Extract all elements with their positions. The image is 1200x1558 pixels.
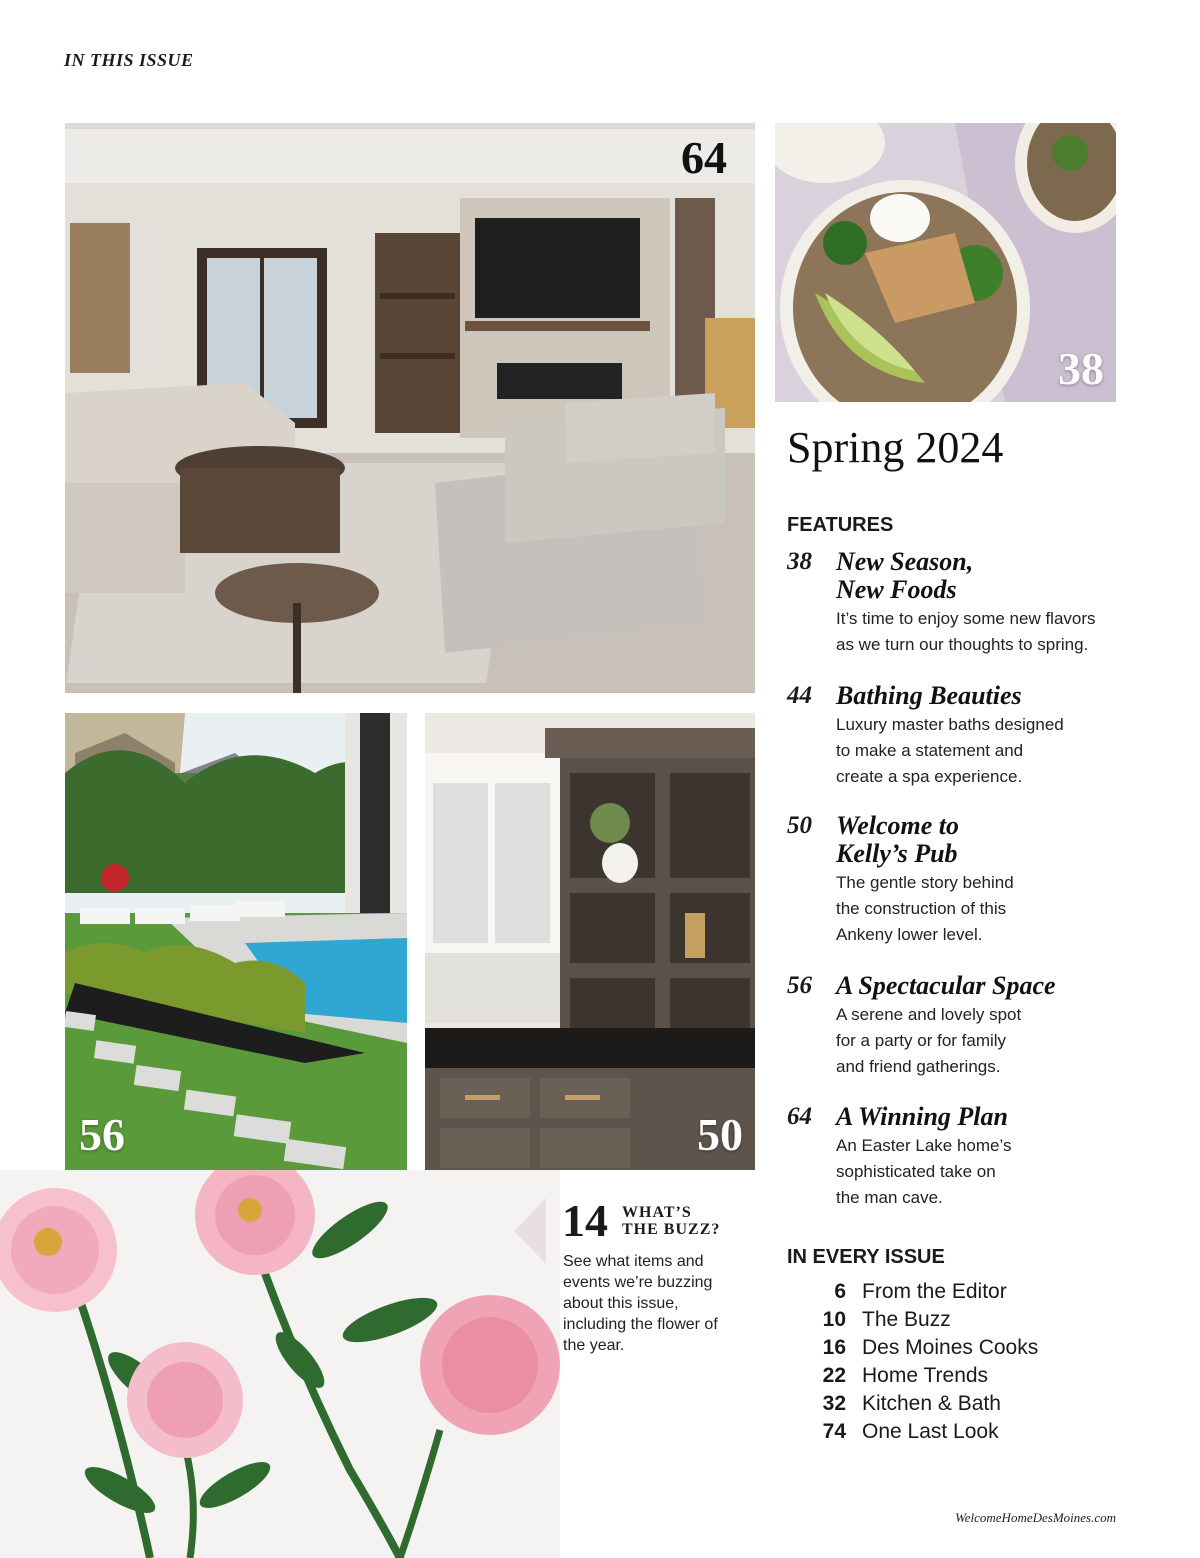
feature-item[interactable]	[787, 548, 1127, 658]
feature-description: It’s time to enjoy some new flavors as we turn our thoughts to spring.	[836, 609, 1096, 654]
feature-description: An Easter Lake home’s sophisticated take on the man cave.	[836, 1136, 1012, 1207]
list-item[interactable]	[787, 1280, 1107, 1308]
page-number-badge: 64	[681, 132, 727, 183]
list-item-page: 32	[822, 1392, 846, 1415]
pub-cabinet-photo[interactable]	[425, 713, 755, 1170]
buzz-title[interactable]: WHAT’S THE BUZZ?	[622, 1204, 721, 1238]
feature-page-number: 44	[787, 682, 812, 709]
list-item-title: From the Editor	[862, 1280, 1007, 1303]
buzz-description: See what items and events we’re buzzing about this issue, including the flower of the year.	[563, 1253, 718, 1354]
website-url[interactable]: WelcomeHomeDesMoines.com	[955, 1510, 1116, 1525]
features-heading: FEATURES	[787, 514, 894, 536]
arrow-left-icon	[514, 1198, 546, 1264]
page-number-badge: 56	[79, 1109, 125, 1160]
list-item-title: One Last Look	[862, 1420, 999, 1443]
section-label: IN THIS ISSUE	[64, 50, 194, 70]
feature-title: A Winning Plan	[836, 1102, 1008, 1131]
feature-title: Welcome to Kelly’s Pub	[836, 811, 959, 868]
feature-description: The gentle story behind the construction of this Ankeny lower level.	[836, 873, 1014, 944]
feature-description: Luxury master baths designed to make a statement and create a spa experience.	[836, 715, 1064, 786]
buzz-page-number: 14	[562, 1195, 608, 1246]
list-item[interactable]	[787, 1392, 1107, 1420]
page-number-badge: 50	[697, 1109, 743, 1160]
living-room-photo[interactable]	[65, 123, 755, 693]
feature-page-number: 38	[787, 548, 812, 575]
page-number-badge: 38	[1058, 343, 1104, 394]
list-item[interactable]	[787, 1308, 1107, 1336]
list-item-page: 10	[822, 1308, 846, 1331]
list-item-page: 16	[822, 1336, 846, 1359]
feature-description: A serene and lovely spot for a party or for family and friend gatherings.	[836, 1005, 1022, 1076]
list-item-page: 6	[834, 1280, 846, 1303]
feature-item[interactable]	[787, 972, 1127, 1080]
list-item-title: Des Moines Cooks	[862, 1336, 1039, 1359]
feature-title: A Spectacular Space	[836, 971, 1056, 1000]
feature-item[interactable]	[787, 1103, 1127, 1211]
feature-page-number: 56	[787, 972, 812, 999]
list-item-title: The Buzz	[862, 1308, 951, 1331]
every-issue-heading: IN EVERY ISSUE	[787, 1246, 945, 1268]
peony-flowers-photo	[0, 1170, 560, 1558]
feature-item[interactable]	[787, 682, 1127, 790]
food-bowl-photo[interactable]	[775, 123, 1116, 402]
list-item[interactable]	[787, 1336, 1107, 1364]
list-item[interactable]	[787, 1420, 1107, 1448]
feature-page-number: 64	[787, 1103, 812, 1130]
list-item-title: Home Trends	[862, 1364, 989, 1387]
list-item-title: Kitchen & Bath	[862, 1392, 1001, 1415]
feature-page-number: 50	[787, 812, 812, 839]
list-item[interactable]	[787, 1364, 1107, 1392]
feature-title: Bathing Beauties	[836, 681, 1022, 710]
list-item-page: 74	[822, 1420, 846, 1443]
every-issue-list	[787, 1280, 1107, 1448]
pool-photo[interactable]	[65, 713, 407, 1170]
feature-item[interactable]	[787, 812, 1127, 948]
issue-title: Spring 2024	[787, 423, 1004, 472]
feature-title: New Season, New Foods	[836, 547, 974, 604]
list-item-page: 22	[822, 1364, 846, 1387]
